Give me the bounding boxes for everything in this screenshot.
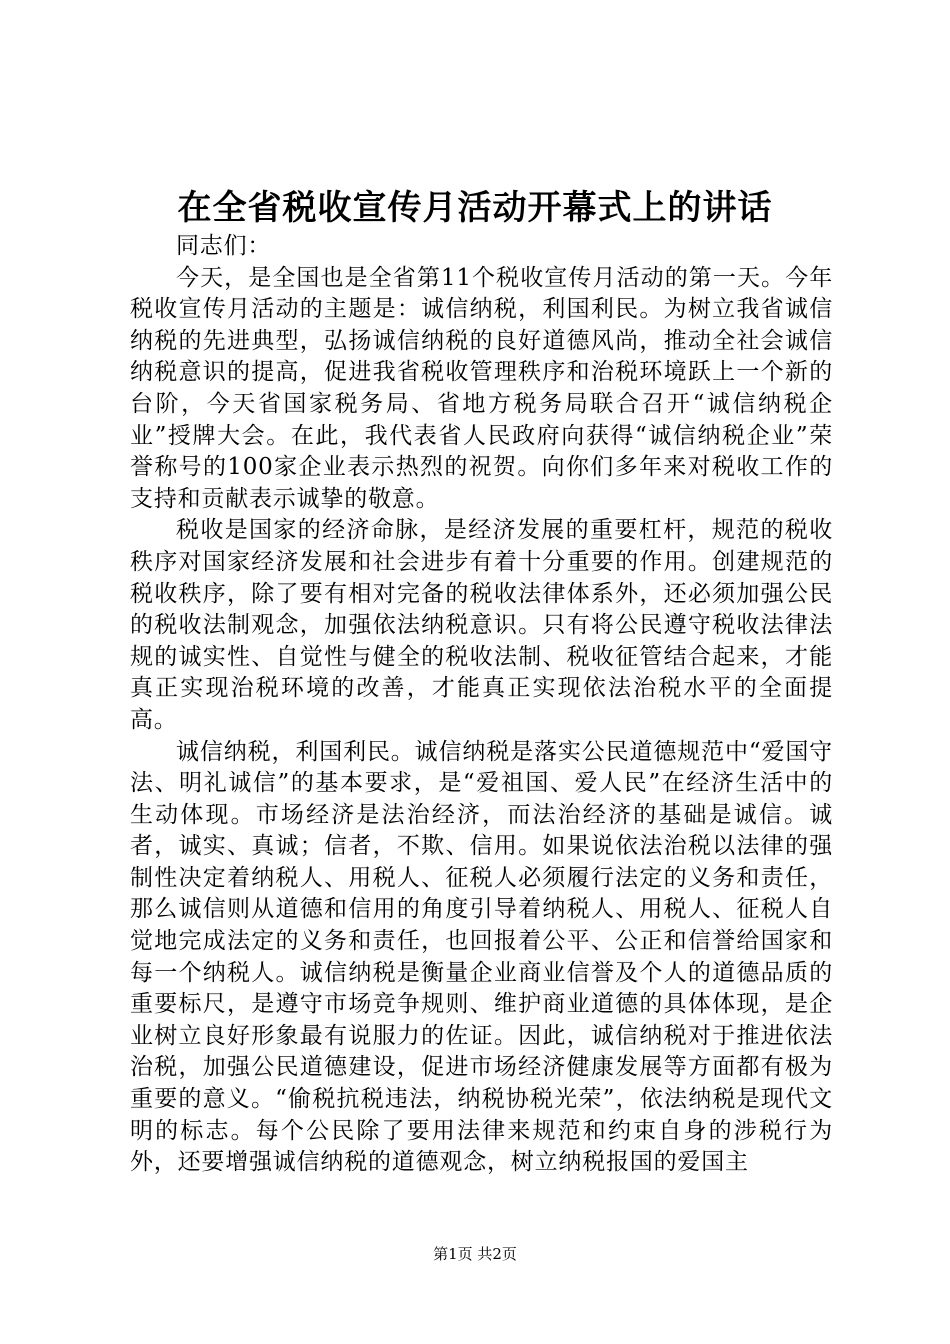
paragraph-2: 税收是国家的经济命脉，是经济发展的重要杠杆，规范的税收秩序对国家经济发展和社会进步有着十分重要的作用。创建规范的税收秩序，除了要有相对完备的税收法律体系外，还必须加强公民的税收法制观念，加强依法纳税意识。只有将公民遵守税收法律法规的诚实性、自觉性与健全的税收法制、税收征管结合起来，才能真正实现治税环境的改善，才能真正实现依法治税水平的全面提高。 [130, 517, 833, 733]
salutation: 同志们： [176, 233, 272, 259]
paragraph-1: 今天，是全国也是全省第11个税收宣传月活动的第一天。今年税收宣传月活动的主题是：诚信纳税，利国利民。为树立我省诚信纳税的先进典型，弘扬诚信纳税的良好道德风尚，推动全社会诚信纳税意识的提高，促进我省税收管理秩序和治税环境跃上一个新的台阶，今天省国家税务局、省地方税务局联合召开“诚信纳税企业”授牌大会。在此，我代表省人民政府向获得“诚信纳税企业”荣誉称号的100家企业表示热烈的祝贺。向你们多年来对税收工作的支持和贡献表示诚挚的敬意。 [130, 264, 833, 512]
paragraph-3: 诚信纳税，利国利民。诚信纳税是落实公民道德规范中“爱国守法、明礼诚信”的基本要求，是“爱祖国、爱人民”在经济生活中的生动体现。市场经济是法治经济，而法治经济的基础是诚信。诚者，诚实、真诚；信者，不欺、信用。如果说依法治税以法律的强制性决定着纳税人、用税人、征税人必须履行法定的义务和责任，那么诚信则从道德和信用的角度引导着纳税人、用税人、征税人自觉地完成法定的义务和责任，也回报着公平、公正和信誉给国家和每一个纳税人。诚信纳税是衡量企业商业信誉及个人的道德品质的重要标尺，是遵守市场竞争规则、维护商业道德的具体体现，是企业树立良好形象最有说服力的佐证。因此，诚信纳税对于推进依法治税，加强公民道德建设，促进市场经济健康发展等方面都有极为重要的意义。“偷税抗税违法，纳税协税光荣”，依法纳税是现代文明的标志。每个公民除了要用法律来规范和约束自身的涉税行为外，还要增强诚信纳税的道德观念，树立纳税报国的爱国主 [130, 738, 833, 1176]
document-body [130, 231, 833, 1179]
page-number-footer: 第1页 共2页 [433, 1245, 517, 1263]
page-title: 在全省税收宣传月活动开幕式上的讲话 [177, 188, 773, 228]
